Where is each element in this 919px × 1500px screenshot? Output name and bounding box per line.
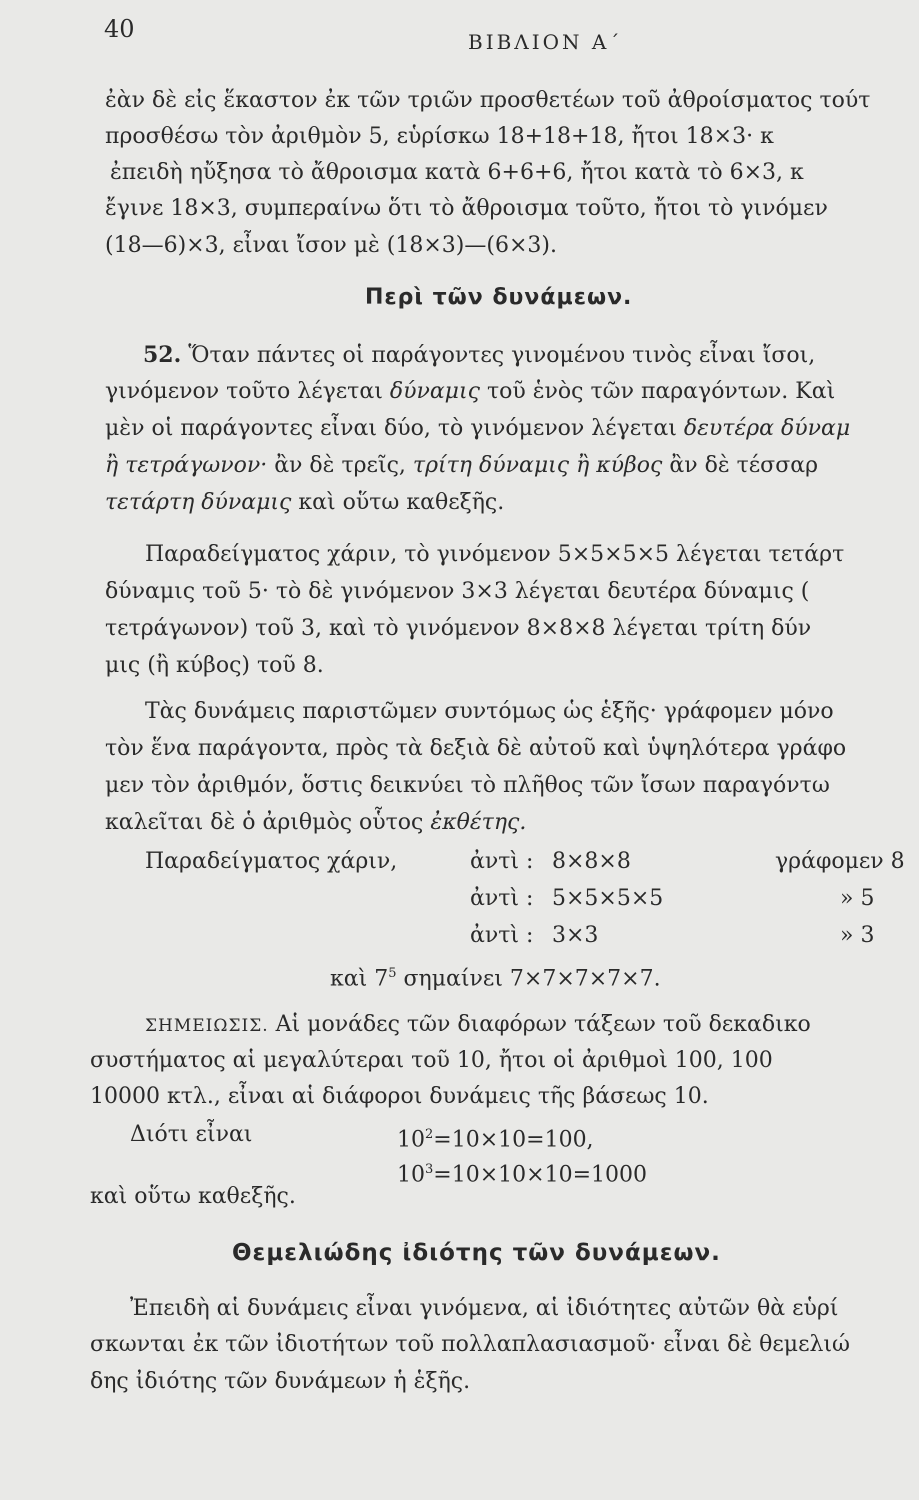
text-line: ἔγινε 18×3, συμπεραίνω ὅτι τὸ ἄθροισμα τοῦτο, ἤτοι τὸ γινόμεν (105, 196, 828, 221)
text-line: Ἐπειδὴ αἱ δυνάμεις εἶναι γινόμενα, αἱ ἰδιότητες αὐτῶν θὰ εὑρί (130, 1296, 839, 1321)
row-prefix: ἀντὶ : (470, 849, 534, 874)
term-exponent: ἐκθέτης. (430, 810, 527, 835)
text-line: (18—6)×3, εἶναι ἴσον μὲ (18×3)—(6×3). (105, 233, 557, 258)
examples-intro: Παραδείγματος χάριν, (145, 849, 398, 874)
text-segment: γινόμενον τοῦτο λέγεται (105, 379, 383, 404)
text-line: δης ἰδιότης τῶν δυνάμεων ἡ ἑξῆς. (90, 1369, 471, 1394)
text-segment: ἂν δὲ τρεῖς, (274, 453, 406, 478)
page-number: 40 (104, 15, 135, 43)
text-segment: ἂν δὲ τέσσαρ (669, 453, 819, 478)
because-closing: καὶ οὕτω καθεξῆς. (90, 1184, 296, 1209)
term-square: ἢ τετράγωνον· (105, 453, 268, 478)
eq-base: 10 (397, 1162, 425, 1188)
text-line: μις (ἢ κύβος) τοῦ 8. (105, 653, 324, 678)
term-fourth-power: τετάρτη δύναμις (105, 490, 292, 515)
text-line: Παραδείγματος χάριν, τὸ γινόμενον 5×5×5×5 λέγεται τετάρτ (145, 542, 845, 567)
section-heading-property: Θεμελιώδης ἰδιότης τῶν δυνάμεων. (232, 1240, 721, 1266)
text-segment: καὶ οὕτω καθεξῆς. (298, 490, 505, 515)
text-line: Τὰς δυνάμεις παριστῶμεν συντόμως ὡς ἑξῆς· γράφομεν μόνο (145, 699, 834, 724)
running-header: ΒΙΒΛΙΟΝ Α΄ (468, 30, 623, 54)
row-write: γράφομεν 8 (775, 849, 905, 874)
text-line: τὸν ἕνα παράγοντα, πρὸς τὰ δεξιὰ δὲ αὐτοῦ καὶ ὑψηλότερα γράφο (105, 736, 847, 761)
text-segment: μὲν οἱ παράγοντες εἶναι δύο, τὸ γινόμενον λέγεται (105, 416, 677, 441)
row-prefix: ἀντὶ : (470, 886, 534, 911)
text-line: σκωνται ἐκ τῶν ἰδιοτήτων τοῦ πολλαπλασιασμοῦ· εἶναι δὲ θεμελιώ (90, 1332, 850, 1357)
text-segment: σημαίνει 7×7×7×7×7. (403, 966, 661, 992)
paragraph-number: 52. (143, 342, 182, 368)
text-line: τετράγωνον) τοῦ 3, καὶ τὸ γινόμενον 8×8×8 λέγεται τρίτη δύν (105, 616, 812, 641)
row-product: 5×5×5×5 (552, 886, 664, 911)
because-label: Διότι εἶναι (130, 1122, 253, 1147)
text-line: Ὅταν πάντες οἱ παράγοντες γινομένου τινὸς εἶναι ἴσοι, (188, 343, 816, 368)
text-line: συστήματος αἱ μεγαλύτεραι τοῦ 10, ἤτοι οἱ ἀριθμοὶ 100, 100 (90, 1048, 773, 1073)
text-segment: καὶ 7 (330, 966, 389, 992)
term-cube: τρίτη δύναμις ἢ κύβος (412, 453, 663, 478)
text-segment: τοῦ ἑνὸς τῶν παραγόντων. Καὶ (486, 379, 836, 404)
text-line: μεν τὸν ἀριθμόν, ὅστις δεικνύει τὸ πλῆθος τῶν ἴσων παραγόντω (105, 773, 830, 798)
eq-base: 10 (397, 1127, 425, 1153)
text-segment: Αἱ μονάδες τῶν διαφόρων τάξεων τοῦ δεκαδικο (275, 1012, 811, 1037)
text-segment: καλεῖται δὲ ὁ ἀριθμὸς οὗτος (105, 810, 424, 835)
row-product: 8×8×8 (552, 849, 631, 874)
text-line: δύναμις τοῦ 5· τὸ δὲ γινόμενον 3×3 λέγεται δευτέρα δύναμις ( (105, 579, 810, 604)
row-prefix: ἀντὶ : (470, 923, 534, 948)
eq-exponent: 2 (425, 1127, 434, 1142)
text-line: ἐπειδὴ ηὔξησα τὸ ἄθροισμα κατὰ 6+6+6, ἤτοι κατὰ τὸ 6×3, κ (110, 160, 804, 185)
text-line: προσθέσω τὸν ἀριθμὸν 5, εὑρίσκω 18+18+18, ἤτοι 18×3· κ (105, 124, 774, 149)
text-line: ἐὰν δὲ εἰς ἕκαστον ἐκ τῶν τριῶν προσθετέων τοῦ ἀθροίσματος τούτ (105, 88, 871, 113)
row-tail: » 3 (840, 923, 875, 948)
note-label: ΣΗΜΕΙΩΣΙΣ. (145, 1016, 269, 1036)
term-second-power: δευτέρα δύναμ (683, 416, 851, 441)
text-line: 10000 κτλ., εἶναι αἱ διάφοροι δυνάμεις τῆς βάσεως 10. (90, 1084, 709, 1109)
term-power: δύναμις (389, 379, 480, 404)
eq-rest: =10×10=100, (433, 1127, 594, 1153)
row-product: 3×3 (552, 923, 599, 948)
row-tail: » 5 (840, 886, 875, 911)
eq-rest: =10×10×10=1000 (433, 1162, 647, 1188)
exponent: 5 (388, 966, 397, 981)
eq-exponent: 3 (425, 1162, 434, 1177)
section-heading-powers: Περὶ τῶν δυνάμεων. (365, 285, 633, 310)
